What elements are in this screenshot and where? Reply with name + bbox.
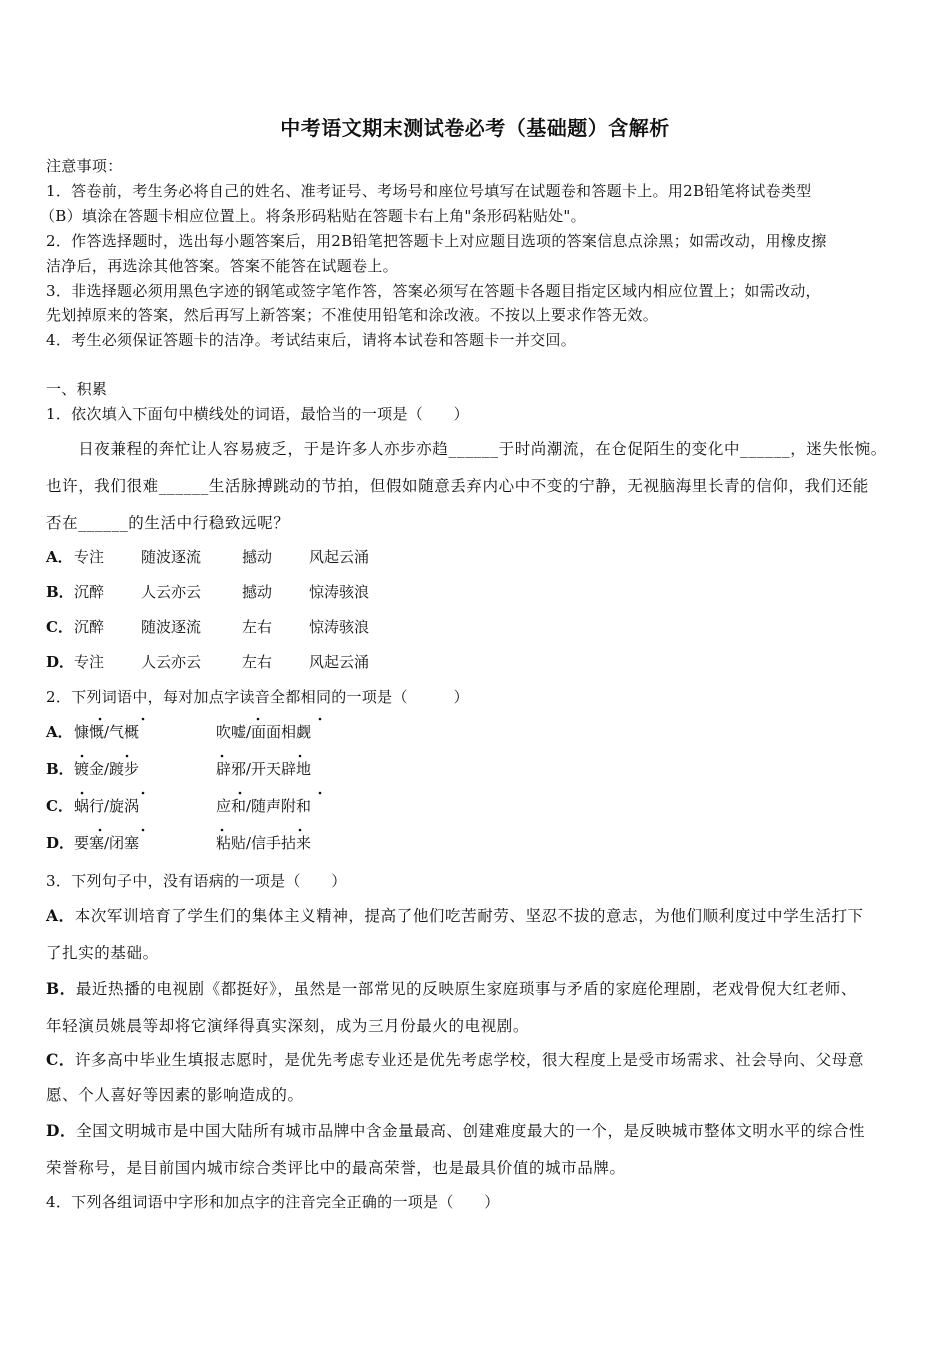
notice-line: 2．作答选择题时，选出每小题答案后，用2B铅笔把答题卡上对应题目选项的答案信息点涂黑；如需改动，用橡皮擦 xyxy=(46,232,827,250)
option-word: 人云亦云 xyxy=(141,583,202,601)
option-letter: A． xyxy=(46,906,75,925)
option-letter: A． xyxy=(46,548,73,566)
q2-option-c xyxy=(46,795,446,815)
option-words-left: 镀金/踱步 xyxy=(74,760,140,778)
option-word: 人云亦云 xyxy=(141,653,202,671)
notice-line: 3．非选择题必须用黑色字迹的钢笔或签字笔作答，答案必须写在答题卡各题目指定区域内相应位置上；如需改动， xyxy=(46,282,821,300)
notice-heading: 注意事项： xyxy=(46,157,123,175)
option-word: 左右 xyxy=(242,653,273,671)
question-4-stem: 4．下列各组词语中字形和加点字的注音完全正确的一项是（ ） xyxy=(46,1193,500,1211)
question-2-stem: 2．下列词语中，每对加点字读音全都相同的一项是（ ） xyxy=(46,688,469,706)
q2-option-b xyxy=(46,758,446,778)
option-words-right: 辟邪/开天辟地 xyxy=(216,760,312,778)
option-word: 撼动 xyxy=(242,583,273,601)
q1-option-a xyxy=(46,546,546,566)
q3-option-c xyxy=(46,1048,908,1070)
option-text-continued: 了扎实的基础。 xyxy=(46,944,159,962)
option-word: 随波逐流 xyxy=(141,618,202,636)
option-text: 许多高中毕业生填报志愿时，是优先考虑专业还是优先考虑学校，很大程度上是受市场需求、社会导向、父母意 xyxy=(75,1051,864,1069)
option-word: 沉醉 xyxy=(74,583,105,601)
option-words-left: 蜗行/旋涡 xyxy=(74,797,140,815)
option-letter: B． xyxy=(46,979,76,998)
q1-option-b xyxy=(46,581,546,601)
option-word: 撼动 xyxy=(242,548,273,566)
option-word: 沉醉 xyxy=(74,618,105,636)
option-word: 惊涛骇浪 xyxy=(309,583,370,601)
q2-option-a xyxy=(46,721,446,741)
notice-line: （B）填涂在答题卡相应位置上。将条形码粘贴在答题卡右上角"条形码粘贴处"。 xyxy=(40,207,586,225)
q3-option-b xyxy=(46,977,908,999)
option-letter: B． xyxy=(46,583,74,601)
option-word: 左右 xyxy=(242,618,273,636)
option-letter: D． xyxy=(46,834,75,852)
option-text-continued: 荣誉称号，是目前国内城市综合类评比中的最高荣誉，也是最具价值的城市品牌。 xyxy=(46,1159,626,1177)
option-word: 随波逐流 xyxy=(141,548,202,566)
question-3-stem: 3．下列句子中，没有语病的一项是（ ） xyxy=(46,872,347,890)
option-letter: A． xyxy=(46,723,73,741)
option-letter: C． xyxy=(46,618,73,636)
notice-line: 4．考生必须保证答题卡的洁净。考试结束后，请将本试卷和答题卡一并交回。 xyxy=(46,331,577,349)
option-word: 惊涛骇浪 xyxy=(309,618,370,636)
question-1-passage: 也许，我们很难______生活脉搏跳动的节拍，但假如随意丢弃内心中不变的宁静，无视脑海里长青的信仰，我们还能 xyxy=(46,477,869,495)
option-word: 风起云涌 xyxy=(309,548,370,566)
option-words-left: 要塞/闭塞 xyxy=(74,834,140,852)
question-1-passage: 否在______的生活中行稳致远呢？ xyxy=(46,514,290,532)
q2-option-d xyxy=(46,832,446,852)
question-1-passage: 日夜兼程的奔忙让人容易疲乏，于是许多人亦步亦趋______于时尚潮流，在仓促陌生的变化中______，迷失怅惋。 xyxy=(46,440,887,458)
option-words-left: 慷慨/气概 xyxy=(74,723,140,741)
option-letter: C． xyxy=(46,1050,76,1069)
section-heading: 一、积累 xyxy=(46,380,108,398)
option-letter: B． xyxy=(46,760,74,778)
option-text: 本次军训培育了学生们的集体主义精神，提高了他们吃苦耐劳、坚忍不拔的意志，为他们顺利度过中学生活打下 xyxy=(74,907,864,925)
notice-line: 1．答卷前，考生务必将自己的姓名、准考证号、考场号和座位号填写在试题卷和答题卡上。用2B铅笔将试卷类型 xyxy=(46,182,812,200)
option-word: 专注 xyxy=(74,548,105,566)
option-words-right: 应和/随声附和 xyxy=(216,797,312,815)
option-text-continued: 年轻演员姚晨等却将它演绎得真实深刻，成为三月份最火的电视剧。 xyxy=(46,1017,530,1035)
option-letter: D． xyxy=(46,1121,77,1140)
q3-option-a xyxy=(46,904,908,926)
option-text: 全国文明城市是中国大陆所有城市品牌中含金量最高、创建难度最大的一个，是反映城市整体文明水平的综合性 xyxy=(76,1122,866,1140)
q3-option-d xyxy=(46,1119,908,1141)
option-letter: C． xyxy=(46,797,73,815)
question-1-stem: 1．依次填入下面句中横线处的词语，最恰当的一项是（ ） xyxy=(46,405,469,423)
option-words-right: 吹嘘/面面相觑 xyxy=(216,723,312,741)
q1-option-c xyxy=(46,616,546,636)
document-title: 中考语文期末测试卷必考（基础题）含解析 xyxy=(280,116,670,140)
option-letter: D． xyxy=(46,653,75,671)
option-text-continued: 愿、个人喜好等因素的影响造成的。 xyxy=(46,1086,304,1104)
option-word: 专注 xyxy=(74,653,105,671)
option-text: 最近热播的电视剧《都挺好》，虽然是一部常见的反映原生家庭琐事与矛盾的家庭伦理剧，老戏骨倪大红老师、 xyxy=(75,980,857,998)
option-words-right: 粘贴/信手拈来 xyxy=(216,834,312,852)
notice-line: 先划掉原来的答案，然后再写上新答案；不准使用铅笔和涂改液。不按以上要求作答无效。 xyxy=(46,306,659,324)
q1-option-d xyxy=(46,651,546,671)
option-word: 风起云涌 xyxy=(309,653,370,671)
notice-line: 洁净后，再选涂其他答案。答案不能答在试题卷上。 xyxy=(46,257,398,275)
